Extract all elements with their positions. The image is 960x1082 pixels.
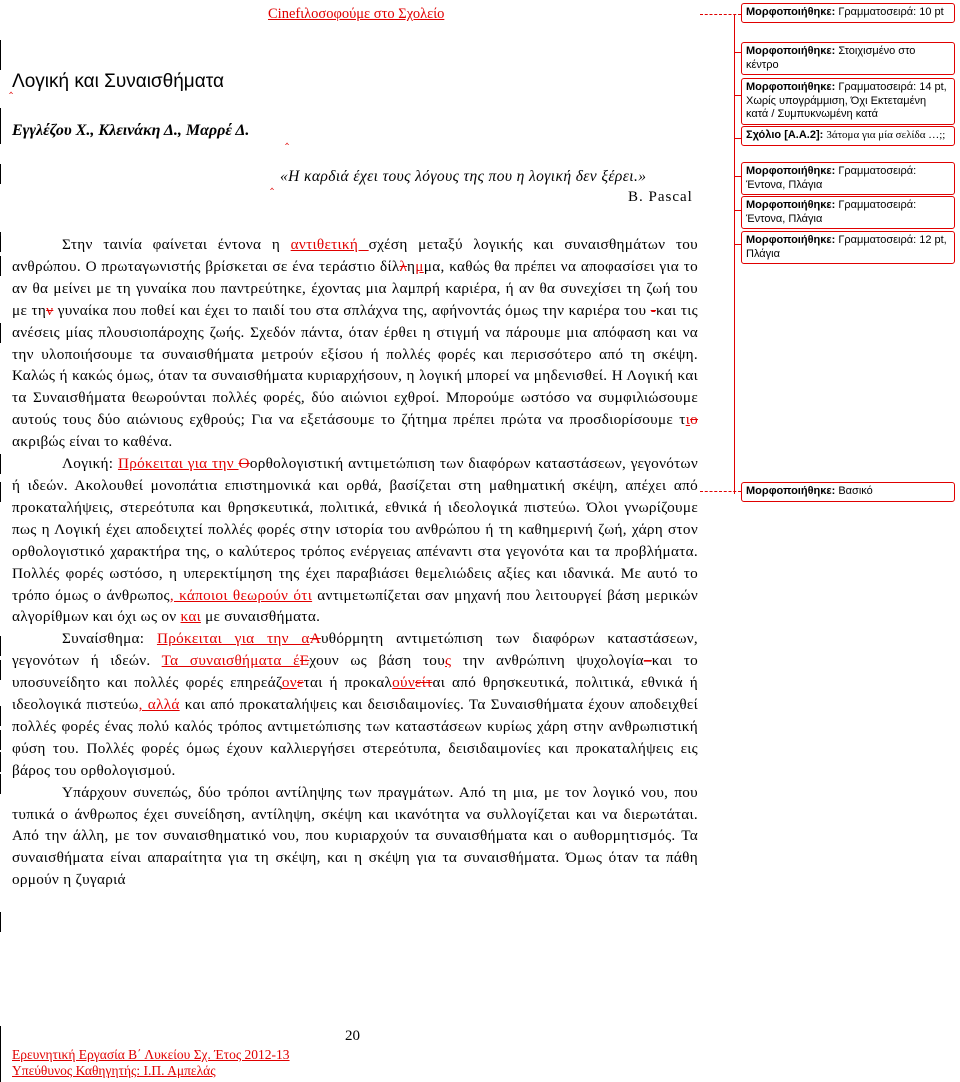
format-balloon[interactable] — [741, 196, 955, 229]
format-balloon[interactable] — [741, 3, 955, 23]
tracked-insertion: Τα συναισθήματα έ — [161, 652, 300, 670]
epigraph-author: B. Pascal — [628, 189, 693, 205]
balloon-connector — [700, 491, 741, 492]
tracked-deletion: – — [643, 652, 652, 670]
format-balloon[interactable] — [741, 162, 955, 195]
text-run: ται ή προκαλ — [303, 674, 393, 692]
change-bar — [0, 660, 1, 680]
change-bar — [0, 256, 1, 276]
balloon-label: Μορφοποιήθηκε: — [746, 199, 836, 211]
balloon-label: Μορφοποιήθηκε: — [746, 45, 836, 57]
change-bar — [0, 164, 1, 184]
authors: Εγγλέζου Χ., Κλεινάκη Δ., Μαρρέ Δ. — [12, 122, 250, 139]
balloon-text: Γραμματοσειρά: Έντονα, Πλάγια — [746, 199, 917, 225]
change-bar — [0, 636, 1, 656]
balloon-label: Μορφοποιήθηκε: — [746, 165, 836, 177]
text-run: Υπάρχουν συνεπώς, δύο τρόποι αντίληψης των πραγμάτων. Από τη μια, με τον λογικό νου, που τυπικά ο άνθρωπος έχει συνείδηση, αντίληψη, σκέψη και ικανότητα να συλλογίζεται και να διερωτάται. Από την άλλη, με τον συναισθηματικό νου, που κυριαρχούν τα συναισθήματα και ο αυθορμητισμός. Τα συναισθήματα είναι απαραίτητα για τη σκέψη, και η σκέψη για τα συναισθήματα. Όμως όταν τα πάθη ορμούν η ζυγαριά — [12, 783, 698, 889]
tracked-deletion: Α — [309, 630, 321, 648]
change-bar — [0, 108, 1, 144]
tracked-insertion: Πρόκειται για την α — [156, 630, 310, 648]
term-label: Λογική: — [62, 455, 118, 473]
paragraph — [12, 782, 698, 892]
term-label: Συναίσθημα: — [62, 630, 157, 648]
text-run: υθόρμητη αντιμετώπιση των διαφόρων καταστάσεων, γεγονότων ή ιδεών. — [12, 630, 699, 670]
page-number: 20 — [345, 1028, 360, 1044]
tracked-insertion: και — [180, 608, 201, 626]
running-header: Cinefιλοσοφούμε στο Σχολείο — [268, 6, 445, 22]
tracked-deletion: ε — [296, 674, 304, 692]
tracked-deletion: λ — [399, 257, 408, 275]
text-run: χουν ως βάση του — [309, 652, 446, 670]
tracked-insertion: αντιθετική — [290, 236, 369, 253]
change-bar — [0, 323, 1, 343]
change-bar — [0, 774, 1, 794]
paragraph — [12, 234, 698, 453]
document-body — [12, 234, 698, 891]
format-balloon[interactable] — [741, 482, 955, 502]
text-run: γυναίκα που ποθεί και έχει το παιδί του στα σπλάχνα της, αφήνοντάς όμως την καριέρα του — [53, 301, 651, 319]
text-run: με συναισθήματα. — [200, 608, 321, 626]
format-balloon[interactable] — [741, 231, 955, 264]
text-run: μα, καθώς θα πρέπει να αποφασίσει για το αν θα μείνει με τη γυναίκα που παντρεύτηκε, έχοντας μια λαμπρή καριέρα, ή αν θα συνεχίσει τη ζωή του με τη — [12, 257, 698, 319]
paragraph — [12, 628, 698, 781]
format-balloon[interactable] — [741, 42, 955, 75]
balloon-text: Γραμματοσειρά: 14 pt, Χωρίς υπογράμμιση, Όχι Εκτεταμένη κατά / Συμπυκνωμένη κατά — [746, 81, 947, 120]
tracked-insertion: ι — [685, 411, 691, 429]
balloon-connector — [734, 176, 741, 177]
footer-line-2: Υπεύθυνος Καθηγητής: Ι.Π. Αμπελάς — [12, 1063, 216, 1078]
comment-balloon[interactable] — [741, 126, 955, 146]
insertion-mark: ‸ — [285, 131, 290, 145]
balloon-text: Γραμματοσειρά: 12 pt, Πλάγια — [746, 234, 947, 260]
insertion-mark: ‸ — [270, 176, 275, 190]
change-bar — [0, 752, 1, 772]
change-bar — [0, 482, 1, 502]
text-run: Στην ταινία φαίνεται έντονα η — [62, 236, 291, 253]
tracked-insertion: ον — [281, 674, 297, 692]
balloon-label: Σχόλιο [A.A.2]: — [746, 129, 824, 141]
change-bar — [0, 1026, 1, 1082]
text-run: ορθολογιστική αντιμετώπιση των διαφόρων καταστάσεων, γεγονότων ή ιδεών. Ακολουθεί μονοπάτια επιστημονικά και ορθά, βασίζεται στη μαθηματική σκέψη, απέχει από προκαταλήψεις, στερεότυπα και θρησκευτικά, πολιτικά, εθνικά ή ιδεολογικά πιστεύω. Όλοι γνωρίζουμε πως η Λογική έχει αποδειχτεί πολλές φορές στην ιστορία του ανθρώπου ή τη καθημερινή ζωή, χάρη στον ορθολογιστικό χαρακτήρα της, ο καλύτερος τρόπος ενέργειας απέναντι στα γεγονότα και τα προβλήματα. Πολλές φορές ωστόσο, η υπερεκτίμηση της έχει παραβιάσει θεμελιώδεις αξίες και ιδανικά. Με αυτό το τρόπο όμως ο άνθρωπος — [12, 455, 699, 604]
balloon-label: Μορφοποιήθηκε: — [746, 6, 836, 18]
text-run: ακριβώς είναι το καθένα. — [12, 433, 173, 451]
tracked-deletion: είτ — [415, 674, 433, 692]
balloon-label: Μορφοποιήθηκε: — [746, 234, 836, 246]
balloon-text: Γραμματοσειρά: 10 pt — [838, 6, 944, 18]
page-title: Λογική και Συναισθήματα — [12, 71, 224, 92]
tracked-deletion: Ε — [299, 652, 310, 670]
balloon-connector — [734, 52, 741, 53]
change-bar — [0, 912, 1, 932]
balloon-connector — [734, 95, 741, 96]
tracked-insertion: , κάποιοι θεωρούν ότι — [169, 586, 313, 604]
balloon-text: Στοιχισμένο στο κέντρο — [746, 45, 916, 71]
tracked-insertion: μ — [415, 257, 424, 275]
footer-line-1: Ερευνητική Εργασία Β΄ Λυκείου Σχ. Έτος 2012-13 — [12, 1047, 290, 1062]
balloon-text: Γραμματοσειρά: Έντονα, Πλάγια — [746, 165, 917, 191]
paragraph — [12, 453, 698, 628]
balloon-text: 3άτομα για μία σελίδα …;; — [826, 129, 946, 141]
change-bar — [0, 232, 1, 252]
epigraph-quote: «Η καρδιά έχει τους λόγους της που η λογική δεν ξέρει.» — [280, 168, 647, 185]
balloon-label: Μορφοποιήθηκε: — [746, 485, 836, 497]
tracked-deletion: ο — [690, 411, 698, 429]
balloon-connector — [734, 244, 741, 245]
text-run: την ανθρώπινη ψυχολογία — [451, 652, 644, 670]
balloon-connector — [734, 138, 741, 139]
text-run: και τις ανέσεις μίας πλουσιοπάροχης ζωής. Σχεδόν πάντα, όταν έρθει η στιγμή να πάρουμε μια απόφαση και να την υλοποιήσουμε τα συναισθήματα μετρούν εξίσου ή πολλές φορές και περισσότερο από τη σκέψη. Καλώς ή κακώς όμως, όταν τα συναισθήματα κυριαρχήσουν, η λογική μπορεί να μηδενισθεί. Η Λογική και τα Συναισθήματα θεωρούνται πολλές φορές, δύο αιώνιοι εχθροί. Μπορούμε ωστόσο να συμφιλιώσουμε αυτούς τους δύο αιώνιους εχθρούς; Για να εξετάσουμε το ζήτημα πρέπει πρώτα να προσδιορίσουμε τ — [12, 301, 698, 429]
change-bar — [0, 454, 1, 474]
text-run: σχέση μεταξύ λογικής και συναισθημάτων του ανθρώπου. Ο πρωταγωνιστής βρίσκεται σε ένα τεράστιο δίλ — [12, 236, 698, 275]
tracked-insertion: ούν — [392, 674, 416, 692]
balloon-text: Βασικό — [838, 485, 873, 497]
tracked-deletion: ν — [46, 301, 54, 319]
balloon-connector — [734, 210, 741, 211]
text-run: και από προκαταλήψεις και δεισιδαιμονίες. Τα Συναισθήματα έχουν αποδειχθεί πολλές φορές ένας πολύ καλός τρόπος αντιμετώπισης των καταστάσεων κυρίως χάρη στην ανθρωπιστική φύση του. Πολλές φορές όμως έχουν καλλιεργήσει στερεότυπα, δεισιδαιμονίες και προκαταλήψεις εις βάρος του ορθολογισμού. — [12, 696, 698, 779]
tracked-insertion: ς — [445, 652, 452, 670]
insertion-mark: ‸ — [9, 80, 14, 94]
text-run: αι από θρησκευτικά, πολιτικά, εθνικά ή ιδεολογικά πιστεύω — [12, 674, 698, 714]
tracked-deletion: Ο — [238, 455, 250, 473]
change-bar — [0, 730, 1, 750]
text-run: η — [407, 257, 416, 275]
tracked-deletion: - — [650, 301, 657, 319]
balloon-connector — [734, 14, 735, 494]
text-run: αντιμετωπίζεται σαν μηχανή που λειτουργεί βάση μερικών αλγορίθμων και όχι ως ον — [12, 586, 699, 626]
change-bar — [0, 40, 1, 70]
balloon-label: Μορφοποιήθηκε: — [746, 81, 836, 93]
balloon-connector — [700, 14, 741, 15]
text-run: και το υποσυνείδητο και πολλές φορές επηρεάζ — [12, 652, 698, 692]
tracked-insertion: , αλλά — [138, 696, 180, 714]
tracked-insertion: Πρόκειται για την — [117, 455, 239, 473]
format-balloon[interactable] — [741, 78, 955, 125]
change-bar — [0, 706, 1, 726]
